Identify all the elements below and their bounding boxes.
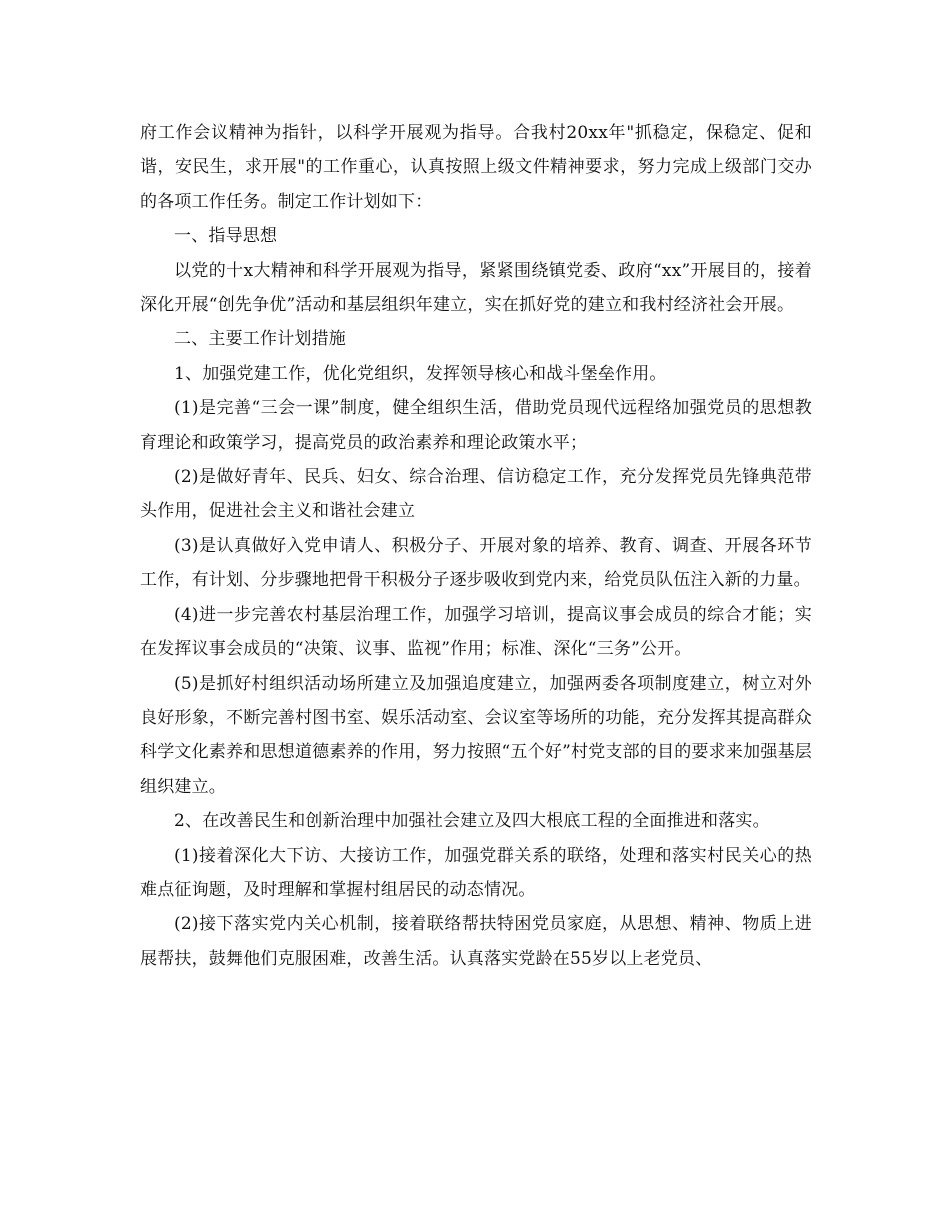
list-item: (2)是做好青年、民兵、妇女、综合治理、信访稳定工作，充分发挥党员先锋典范带头作用，促进社会主义和谐社会建立	[140, 467, 812, 522]
list-item: (2)接下落实党内关心机制，接着联络帮扶特困党员家庭，从思想、精神、物质上进展帮扶，鼓舞他们克服困难，改善生活。认真落实党龄在55岁以上老党员、	[140, 914, 812, 969]
paragraph: 府工作会议精神为指针，以科学开展观为指导。合我村20xx年"抓稳定，保稳定、促和谐，安民生，求开展"的工作重心，认真按照上级文件精神要求，努力完成上级部门交办的各项工作任务。制定工作计划如下：	[140, 123, 812, 212]
subsection-heading: 1、加强党建工作，优化党组织，发挥领导核心和战斗堡垒作用。	[174, 363, 667, 384]
subsection-heading: 2、在改善民生和创新治理中加强社会建立及四大根底工程的全面推进和落实。	[174, 811, 770, 832]
list-item: (4)进一步完善农村基层治理工作，加强学习培训，提高议事会成员的综合才能；实在发挥议事会成员的“决策、议事、监视”作用；标准、深化“三务”公开。	[140, 604, 812, 660]
section-heading: 一、指导思想	[174, 226, 278, 247]
list-item: (1)接着深化大下访、大接访工作，加强党群关系的联络，处理和落实村民关心的热难点征询题，及时理解和掌握村组居民的动态情况。	[140, 845, 812, 900]
list-item: (5)是抓好村组织活动场所建立及加强追度建立，加强两委各项制度建立，树立对外良好形象，不断完善村图书室、娱乐活动室、会议室等场所的功能，充分发挥其提高群众科学文化素养和思想道德素养的作用，努力按照“五个好”村党支部的目的要求来加强基层组织建立。	[140, 673, 812, 797]
paragraph: 以党的十x大精神和科学开展观为指导，紧紧围绕镇党委、政府“xx”开展目的，接着深化开展“创先争优”活动和基层组织年建立，实在抓好党的建立和我村经济社会开展。	[140, 260, 812, 316]
document-body	[140, 116, 812, 976]
list-item: (3)是认真做好入党申请人、积极分子、开展对象的培养、教育、调查、开展各环节工作，有计划、分步骤地把骨干积极分子逐步吸收到党内来，给党员队伍注入新的力量。	[140, 535, 812, 591]
section-heading: 二、主要工作计划措施	[174, 329, 346, 350]
list-item: (1)是完善“三会一课”制度，健全组织生活，借助党员现代远程络加强党员的思想教育理论和政策学习，提高党员的政治素养和理论政策水平；	[140, 398, 812, 453]
